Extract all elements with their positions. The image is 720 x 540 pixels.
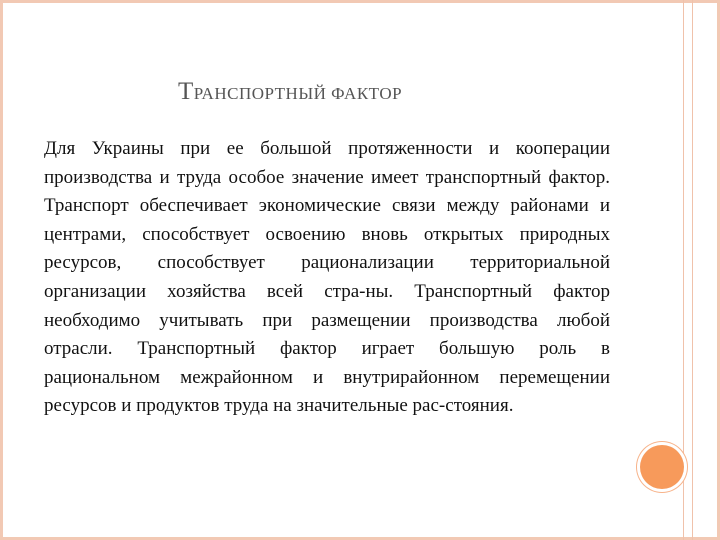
slide-title-initial: Т bbox=[178, 78, 194, 105]
slide-border-top bbox=[0, 0, 720, 3]
decorative-circle bbox=[640, 445, 684, 489]
slide-title bbox=[178, 78, 402, 106]
slide-body-text: Для Украины при ее большой протяженности и кооперации производства и труда особое значение имеет транспортный фактор. Транспорт обеспечивает экономические связи между районами и центрами, способствует освоению вновь открытых природных ресурсов, способствует рационализации территориальной организации хозяйства всей стра-ны. Транспортный фактор необходимо учитывать при размещении производства любой отрасли. Транспортный фактор играет большую роль в рациональном межрайонном и внутрирайонном перемещении ресурсов и продуктов труда на значительные рас-стояния. bbox=[44, 138, 610, 417]
decorative-vertical-line bbox=[692, 0, 693, 540]
slide-border-left bbox=[0, 0, 3, 540]
decorative-vertical-line bbox=[683, 0, 684, 540]
slide-title-rest: РАНСПОРТНЫЙ ФАКТОР bbox=[193, 84, 403, 103]
